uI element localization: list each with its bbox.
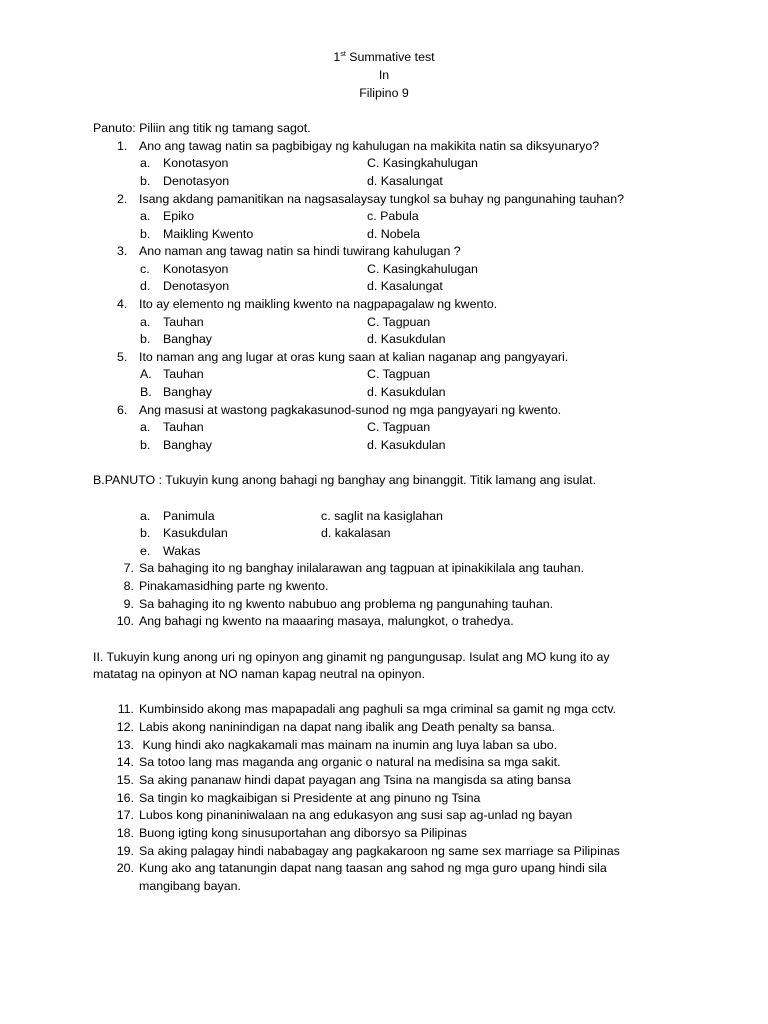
item-number: 17. [116,808,134,822]
question-number: 5. [117,350,128,364]
item-number: 12. [116,720,134,734]
choice-text: Denotasyon [163,174,230,188]
option-text: Panimula [163,509,215,523]
choice-text: Banghay [163,438,212,452]
choice-text: Tauhan [163,420,204,434]
item-text: Kung hindi ako nagkakamali mas mainam na inumin ang luya laban sa ubo. [139,738,558,752]
option-letter: a. [140,509,151,523]
choice-text: d. Kasalungat [367,279,443,293]
choice-text: d. Kasalungat [367,174,443,188]
choice-text: Maikling Kwento [163,227,254,241]
choice-text: C. Kasingkahulugan [367,262,478,276]
option-text: d. kakalasan [321,526,391,540]
choice-text: Konotasyon [163,262,229,276]
item-number: 8. [123,579,134,593]
choice-letter: A. [140,367,152,381]
question-number: 3. [117,244,128,258]
choice-letter: b. [140,227,151,241]
choice-letter: b. [140,174,151,188]
question-number: 1. [117,139,128,153]
title-line-1 [0,48,768,66]
item-text: Sa totoo lang mas maganda ang organic o natural na medisina sa mga sakit. [139,755,561,769]
choice-text: Banghay [163,385,212,399]
part-c-instruction-line-1: II. Tukuyin kung anong uri ng opinyon ang ginamit ng pangungusap. Isulat ang MO kung ito ay [93,650,610,664]
item-text: Sa bahaging ito ng kwento nabubuo ang problema ng pangunahing tauhan. [139,597,554,611]
choice-text: d. Kasukdulan [367,332,446,346]
choice-letter: a. [140,420,151,434]
item-text: Kumbinsido akong mas mapapadali ang paghuli sa mga criminal sa gamit ng mga cctv. [139,702,617,716]
title-line-3: Filipino 9 [359,86,409,100]
choice-text: Tauhan [163,367,204,381]
question-text: Ano naman ang tawag natin sa hindi tuwirang kahulugan ? [139,244,461,258]
question-text: Ang masusi at wastong pagkakasunod-sunod ng mga pangyayari ng kwento. [139,403,562,417]
choice-text: d. Nobela [367,227,421,241]
item-text: Pinakamasidhing parte ng kwento. [139,579,329,593]
item-number: 7. [123,561,134,575]
part-a-instruction: Panuto: Piliin ang titik ng tamang sagot. [93,121,311,135]
option-text: Kasukdulan [163,526,228,540]
item-number: 13. [116,738,134,752]
item-text: Buong igting kong sinusuportahan ang diborsyo sa Pilipinas [139,826,467,840]
choice-text: Konotasyon [163,156,229,170]
choice-letter: d. [140,279,151,293]
option-letter: e. [140,544,151,558]
choice-text: C. Tagpuan [367,367,431,381]
item-text: Sa aking pananaw hindi dapat payagan ang Tsina na mangisda sa ating bansa [139,773,571,787]
choice-letter: B. [140,385,152,399]
choice-letter: a. [140,315,151,329]
title-superscript: st [340,50,346,58]
title-text: Summative test [345,50,435,64]
option-text: c. saglit na kasiglahan [321,509,443,523]
item-text: Sa bahaging ito ng banghay inilalarawan ang tagpuan at ipinakikilala ang tauhan. [139,561,585,575]
question-number: 6. [117,403,128,417]
choice-letter: a. [140,156,151,170]
question-number: 4. [117,297,128,311]
question-text: Ito ay elemento ng maikling kwento na nagpapagalaw ng kwento. [139,297,498,311]
item-text: Kung ako ang tatanungin dapat nang taasan ang sahod ng mga guro upang hindi sila [139,861,607,875]
choice-text: Banghay [163,332,212,346]
option-text: Wakas [163,544,201,558]
choice-letter: c. [140,262,150,276]
choice-text: C. Tagpuan [367,315,431,329]
item-number: 10. [116,614,134,628]
item-text: Sa tingin ko magkaibigan si Presidente at ang pinuno ng Tsina [139,791,481,805]
question-text: Ano ang tawag natin sa pagbibigay ng kahulugan na makikita natin sa diksyunaryo? [139,139,600,153]
part-b-instruction: B.PANUTO : Tukuyin kung anong bahagi ng banghay ang binanggit. Titik lamang ang isulat. [93,473,597,487]
choice-text: Epiko [163,209,194,223]
choice-text: C. Kasingkahulugan [367,156,478,170]
item-text: Ang bahagi ng kwento na maaaring masaya, malungkot, o trahedya. [139,614,514,628]
choice-text: C. Tagpuan [367,420,431,434]
item-number: 16. [116,791,134,805]
item-number: 9. [123,597,134,611]
item-text: Lubos kong pinaniniwalaan na ang edukasyon ang susi sap ag-unlad ng bayan [139,808,573,822]
choice-letter: b. [140,332,151,346]
choice-text: d. Kasukdulan [367,385,446,399]
item-number: 11. [117,702,134,716]
title-line-2: In [378,68,390,82]
option-letter: b. [140,526,151,540]
item-text-continuation: mangibang bayan. [139,879,241,893]
choice-text: Tauhan [163,315,204,329]
choice-text: Denotasyon [163,279,230,293]
item-text: Sa aking palagay hindi nababagay ang pagkakaroon ng same sex marriage sa Pilipinas [139,844,620,858]
question-number: 2. [117,192,128,206]
item-number: 15. [116,773,134,787]
item-number: 18. [116,826,134,840]
part-c-instruction-line-2: matatag na opinyon at NO naman kapag neutral na opinyon. [93,667,426,681]
choice-letter: b. [140,438,151,452]
question-text: Ito naman ang ang lugar at oras kung saan at kalian naganap ang pangyayari. [139,350,569,364]
choice-text: c. Pabula [367,209,419,223]
item-number: 20. [116,861,134,875]
item-number: 19. [116,844,134,858]
choice-text: d. Kasukdulan [367,438,446,452]
item-text: Labis akong naninindigan na dapat nang ibalik ang Death penalty sa bansa. [139,720,556,734]
item-number: 14. [116,755,134,769]
choice-letter: a. [140,209,151,223]
title-number: 1 [333,50,341,64]
question-text: Isang akdang pamanitikan na nagsasalaysay tungkol sa buhay ng pangunahing tauhan? [139,192,624,206]
